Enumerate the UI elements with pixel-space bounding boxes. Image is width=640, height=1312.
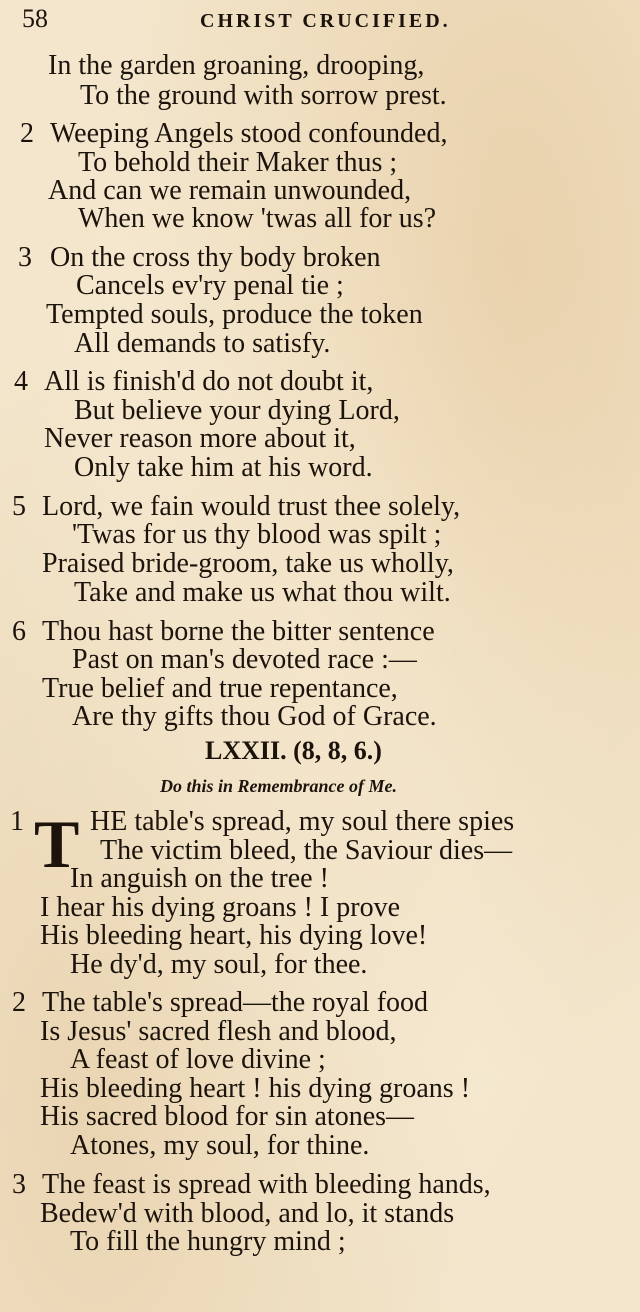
verse-line: And can we remain unwounded, xyxy=(48,175,412,206)
verse-line: Lord, we fain would trust thee solely, xyxy=(42,491,461,522)
verse-line: Only take him at his word. xyxy=(74,452,373,483)
verse-line: The table's spread—the royal food xyxy=(42,987,429,1018)
verse-line: Bedew'd with blood, and lo, it stands xyxy=(40,1198,455,1229)
verse-line: A feast of love divine ; xyxy=(70,1044,326,1075)
verse-line: Cancels ev'ry penal tie ; xyxy=(76,270,344,301)
verse-line: He dy'd, my soul, for thee. xyxy=(70,949,368,980)
verse-line: All demands to satisfy. xyxy=(74,328,331,359)
page-header xyxy=(10,2,630,36)
stanza-number: 1 xyxy=(10,806,24,837)
verse-line: Take and make us what thou wilt. xyxy=(74,577,451,608)
verse-line: Is Jesus' sacred flesh and blood, xyxy=(40,1016,397,1047)
stanza-number: 2 xyxy=(20,118,34,149)
verse-line: All is finish'd do not doubt it, xyxy=(44,366,374,397)
stanza-number: 2 xyxy=(12,987,26,1018)
verse-line: To behold their Maker thus ; xyxy=(78,147,398,178)
drop-cap: T xyxy=(34,806,80,882)
verse-line: Praised bride-groom, take us wholly, xyxy=(42,548,454,579)
verse-line: His sacred blood for sin atones— xyxy=(40,1101,415,1132)
verse-line: When we know 'twas all for us? xyxy=(78,203,437,234)
verse-line: Weeping Angels stood confounded, xyxy=(50,118,448,149)
stanza-number: 6 xyxy=(12,616,26,647)
verse-line: Past on man's devoted race :— xyxy=(72,644,417,675)
verse-line: In the garden groaning, drooping, xyxy=(48,50,425,81)
verse-line: HE table's spread, my soul there spies xyxy=(90,806,515,837)
verse-line: But believe your dying Lord, xyxy=(74,395,400,426)
verse-line: Thou hast borne the bitter sentence xyxy=(42,616,435,647)
verse-line: Are thy gifts thou God of Grace. xyxy=(72,701,437,732)
stanza-number: 4 xyxy=(14,366,28,397)
hymn-title: LXXII. (8, 8, 6.) xyxy=(205,736,382,765)
verse-line: To the ground with sorrow prest. xyxy=(80,80,447,111)
verse-line: Never reason more about it, xyxy=(44,423,356,454)
verse-line: In anguish on the tree ! xyxy=(70,863,329,894)
stanza-number: 3 xyxy=(12,1169,26,1200)
verse-line: True belief and true repentance, xyxy=(42,673,398,704)
verse-line: The victim bleed, the Saviour dies— xyxy=(100,835,513,866)
verse-line: Tempted souls, produce the token xyxy=(46,299,423,330)
verse-line: The feast is spread with bleeding hands, xyxy=(42,1169,491,1200)
verse-line: I hear his dying groans ! I prove xyxy=(40,892,401,923)
verse-line: Atones, my soul, for thine. xyxy=(70,1130,370,1161)
verse-line: 'Twas for us thy blood was spilt ; xyxy=(72,519,442,550)
hymn-subtitle: Do this in Remembrance of Me. xyxy=(160,776,397,796)
page-number: 58 xyxy=(22,4,48,33)
verse-line: On the cross thy body broken xyxy=(50,242,381,273)
verse-line: His bleeding heart ! his dying groans ! xyxy=(40,1073,471,1104)
stanza-number: 5 xyxy=(12,491,26,522)
verse-line: His bleeding heart, his dying love! xyxy=(40,920,428,951)
verse-line: To fill the hungry mind ; xyxy=(70,1226,346,1257)
running-title: CHRIST CRUCIFIED. xyxy=(200,10,451,32)
stanza-number: 3 xyxy=(18,242,32,273)
